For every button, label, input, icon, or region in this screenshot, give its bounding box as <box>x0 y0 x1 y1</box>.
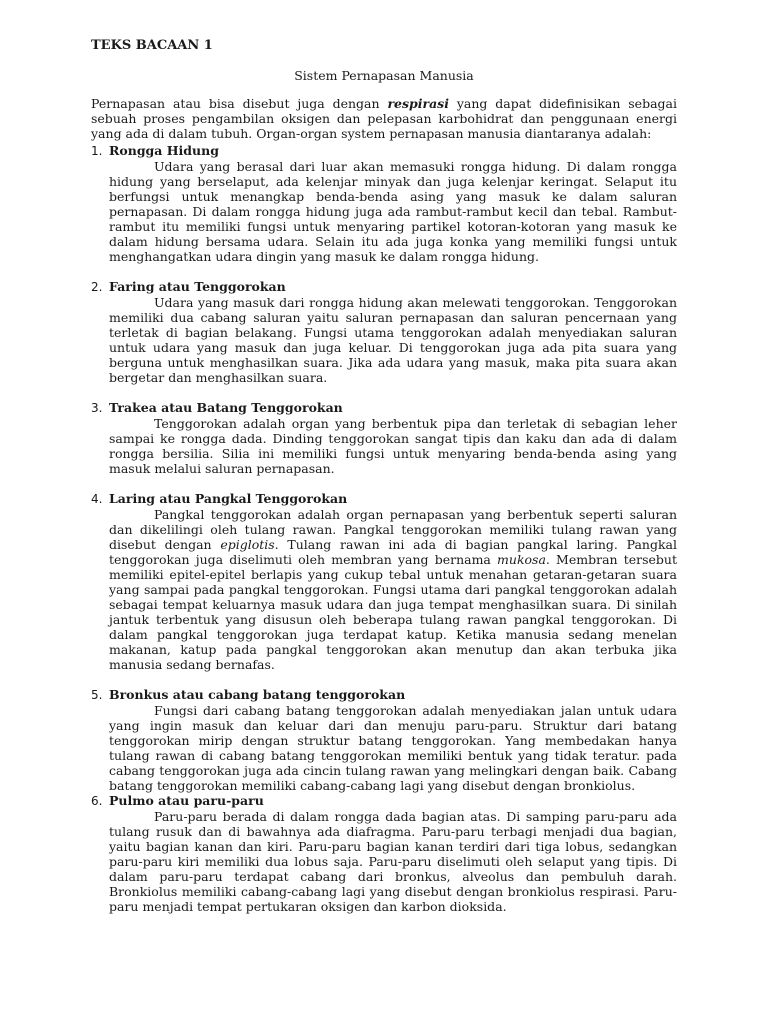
list-item-pulmo <box>91 793 677 914</box>
list-item-faring <box>91 279 677 385</box>
intro-emphasis: respirasi <box>387 96 449 111</box>
item-heading: Laring atau Pangkal Tenggorokan <box>109 491 348 506</box>
item-body <box>109 507 677 672</box>
item-number: 1. <box>91 144 103 158</box>
item-body: Paru-paru berada di dalam rongga dada bagian atas. Di samping paru-paru ada tulang rusuk dan di bawahnya ada diafragma. Paru-paru terbagi menjadi dua bagian, yaitu bagian kanan dan kiri. Paru-paru bagian kanan terdiri dari tiga lobus, sedangkan paru-paru kiri memiliki dua lobus saja. Paru-paru diselimuti oleh selaput yang tipis. Di dalam paru-paru terdapat cabang dari bronkus, alveolus dan pembuluh darah. Bronkiolus memiliki cabang-cabang lagi yang disebut dengan bronkiolus respirasi. Paru-paru menjadi tempat pertukaran oksigen dan karbon dioksida. <box>109 809 677 914</box>
item-number: 5. <box>91 688 103 702</box>
document-title: Sistem Pernapasan Manusia <box>294 68 474 83</box>
item-body: Fungsi dari cabang batang tenggorokan adalah menyediakan jalan untuk udara yang ingin masuk dan keluar dari dan menuju paru-paru. Struktur dari batang tenggorokan mirip dengan struktur batang tenggorokan. Yang membedakan hanya tulang rawan di cabang batang tenggorokan memiliki bentuk yang tidak teratur. pada cabang tenggorokan juga ada cincin tulang rawan yang melingkari dengan baik. Cabang batang tenggorokan memiliki cabang-cabang lagi yang disebut dengan bronkiolus. <box>109 703 677 793</box>
list-item-laring <box>91 491 677 672</box>
teks-bacaan-label: TEKS BACAAN 1 <box>91 38 213 53</box>
item-body: Tenggorokan adalah organ yang berbentuk pipa dan terletak di sebagian leher sampai ke rongga dada. Dinding tenggorokan sangat tipis dan kaku dan ada di dalam rongga bersilia. Silia ini memiliki fungsi untuk menyaring benda-benda asing yang masuk melalui saluran pernapasan. <box>109 416 677 476</box>
item-number: 4. <box>91 492 103 506</box>
item-heading: Pulmo atau paru-paru <box>109 793 264 808</box>
body-text: Pangkal tenggorokan adalah organ pernapasan yang berbentuk seperti saluran dan dikelilingi oleh tulang rawan. Pangkal tenggorokan memiliki tulang rawan yang disebut dengan <box>109 507 677 552</box>
body-text: . Tulang rawan ini ada di bagian pangkal laring. Pangkal tenggorokan juga diselimuti oleh membran yang bernama <box>109 537 677 567</box>
item-body: Udara yang masuk dari rongga hidung akan melewati tenggorokan. Tenggorokan memiliki dua cabang saluran yaitu saluran pernapasan dan saluran pencernaan yang terletak di bagian belakang. Fungsi utama tenggorokan adalah menyediakan saluran untuk udara yang masuk dan juga keluar. Di tenggorokan juga ada pita suara yang berguna untuk menghasilkan suara. Jika ada udara yang masuk, maka pita suara akan bergetar dan menghasilkan suara. <box>109 295 677 385</box>
body-text: . Membran tersebut memiliki epitel-epitel berlapis yang cukup tebal untuk menahan getaran-getaran suara yang sampai pada pangkal tenggorokan. Fungsi utama dari pangkal tenggorokan adalah sebagai tempat keluarnya masuk udara dan juga tempat menghasilkan suara. Di sinilah jantuk terbentuk yang disusun oleh beberapa tulang rawan pangkal tenggorokan. Di dalam pangkal tenggorokan juga terdapat katup. Ketika manusia sedang menelan makanan, katup pada pangkal tenggorokan akan menutup dan akan terbuka jika manusia sedang bernafas. <box>109 552 678 672</box>
intro-text-end: yang dapat didefinisikan sebagai sebuah proses pengambilan oksigen dan pelepasan karbohidrat dan penggunaan energi yang ada di dalam tubuh. Organ-organ system pernapasan manusia diantaranya adalah: <box>91 96 677 141</box>
item-body: Udara yang berasal dari luar akan memasuki rongga hidung. Di dalam rongga hidung yang berselaput, ada kelenjar minyak dan juga kelenjar keringat. Selaput itu berfungsi untuk menangkap benda-benda asing yang masuk ke dalam saluran pernapasan. Di dalam rongga hidung juga ada rambut-rambut kecil dan tebal. Rambut-rambut itu memiliki fungsi untuk menyaring partikel kotoran-kotoran yang masuk ke dalam hidung bersama udara. Selain itu ada juga konka yang memiliki fungsi untuk menghangatkan udara dingin yang masuk ke dalam rongga hidung. <box>109 159 677 264</box>
intro-paragraph <box>91 96 677 141</box>
item-heading: Rongga Hidung <box>109 143 219 158</box>
item-number: 3. <box>91 401 103 415</box>
list-item-trakea <box>91 400 677 476</box>
item-heading: Bronkus atau cabang batang tenggorokan <box>109 687 406 702</box>
term-mukosa: mukosa <box>497 552 546 567</box>
item-number: 2. <box>91 280 103 294</box>
term-epiglotis: epiglotis <box>220 537 275 552</box>
intro-text-start: Pernapasan atau bisa disebut juga dengan <box>91 96 388 111</box>
item-number: 6. <box>91 794 103 808</box>
item-heading: Faring atau Tenggorokan <box>109 279 286 294</box>
item-heading: Trakea atau Batang Tenggorokan <box>109 400 343 415</box>
document-page <box>91 38 677 914</box>
list-item-bronkus <box>91 687 677 793</box>
list-item-rongga-hidung <box>91 143 677 264</box>
